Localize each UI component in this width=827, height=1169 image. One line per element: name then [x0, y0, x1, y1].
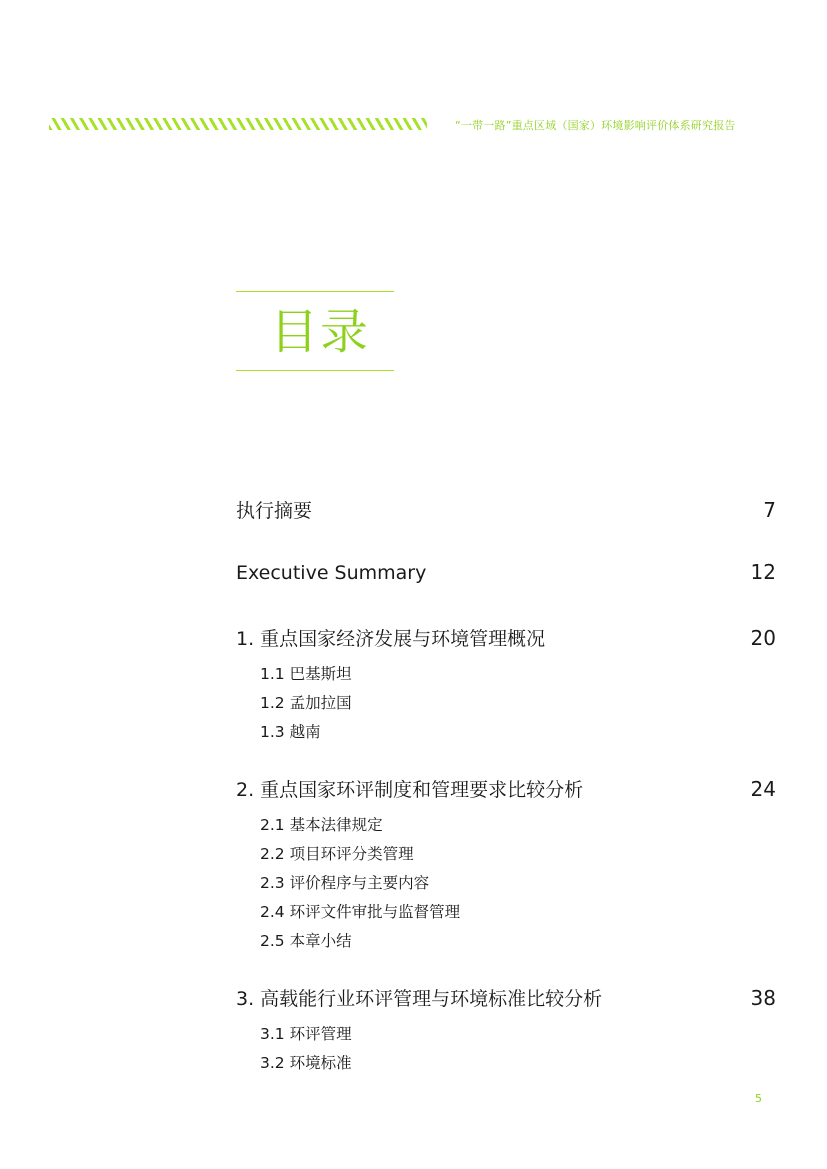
- toc-entry-title: 执行摘要: [236, 500, 313, 522]
- toc-subentry-2-2[interactable]: 2.2 项目环评分类管理: [260, 845, 414, 863]
- toc-subentry-3-1[interactable]: 3.1 环评管理: [260, 1025, 352, 1043]
- toc-entry-chapter-2[interactable]: [236, 775, 776, 802]
- toc-subentry-1-3[interactable]: 1.3 越南: [260, 723, 321, 741]
- toc-title: 目录: [270, 304, 371, 360]
- toc-entry-page: 7: [763, 498, 776, 522]
- toc-entry-title: 1. 重点国家经济发展与环境管理概况: [236, 628, 546, 650]
- running-header-title: “一带一路”重点区域（国家）环境影响评价体系研究报告: [455, 119, 736, 132]
- toc-entry-page: 20: [750, 626, 776, 650]
- toc-entry-executive-summary-cn[interactable]: [236, 496, 776, 523]
- toc-subentry-2-4[interactable]: 2.4 环评文件审批与监督管理: [260, 903, 461, 921]
- toc-title-block: [236, 291, 394, 371]
- toc-subentry-2-3[interactable]: 2.3 评价程序与主要内容: [260, 874, 430, 892]
- toc-subentry-2-5[interactable]: 2.5 本章小结: [260, 932, 352, 950]
- decorative-hatch-bar: [49, 118, 427, 130]
- toc-subentry-2-1[interactable]: 2.1 基本法律规定: [260, 816, 383, 834]
- toc-entry-page: 38: [750, 986, 776, 1010]
- toc-entry-title: Executive Summary: [236, 562, 427, 584]
- toc-entry-executive-summary-en[interactable]: [236, 560, 776, 584]
- toc-entry-page: 12: [750, 560, 776, 584]
- toc-entry-page: 24: [750, 777, 776, 801]
- toc-subentry-3-2[interactable]: 3.2 环境标准: [260, 1054, 352, 1072]
- toc-entry-chapter-1[interactable]: [236, 624, 776, 651]
- toc-subentry-1-2[interactable]: 1.2 孟加拉国: [260, 694, 352, 712]
- page-number: 5: [755, 1092, 762, 1105]
- toc-entry-title: 2. 重点国家环评制度和管理要求比较分析: [236, 779, 584, 801]
- toc-entry-chapter-3[interactable]: [236, 984, 776, 1011]
- toc-entry-title: 3. 高载能行业环评管理与环境标准比较分析: [236, 988, 603, 1010]
- toc-subentry-1-1[interactable]: 1.1 巴基斯坦: [260, 665, 352, 683]
